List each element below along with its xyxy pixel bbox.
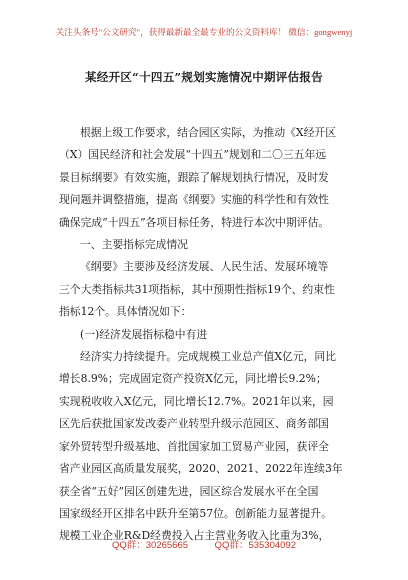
document-title: 某经开区“十四五”规划实施情况中期评估报告 [84,70,324,84]
text-line: 区先后获批国家发改委产业转型升级示范园区、商务部国 [59,417,329,431]
text-line: 现问题并调整措施，提高《纲要》实施的科学性和有效性 [59,193,329,207]
text-line: 经济实力持续提升。完成规模工业总产值X亿元，同比 [80,350,337,364]
text-line: 景目标纲要》有效实施，跟踪了解规划执行情况，及时发 [59,170,329,184]
text-line: （X）国民经济和社会发展“十四五”规划和二〇三五年远 [59,148,327,162]
paragraph-indicators [59,256,355,323]
text-line: 一、主要指标完成情况 [80,238,188,252]
text-line: 家外贸转型升级基地、首批国家加工贸易产业园，获评全 [59,439,329,453]
text-line: 增长8.9%；完成固定资产投资X亿元，同比增长9.2%； [59,372,327,386]
text-line: 确保完成“十四五”各项目标任务，特进行本次中期评估。 [59,215,330,229]
subsection-heading [59,324,355,346]
footer-contact [0,537,408,551]
text-line: 三个大类指标共31项指标，其中预期性指标19个、约束性 [59,282,335,296]
header-banner: 关注头条号"公文研究"，获得最新最全最专业的公文资料库！ 微信：gongwenyj [55,27,353,37]
text-line: 根据上级工作要求，结合园区实际，为推动《X经开区 [80,126,337,139]
paragraph-economy [59,346,355,548]
text-line: 实现税收收入X亿元，同比增长12.7%。2021年以来，园 [59,394,334,408]
text-line: 国家级经开区排名中跃升至第57位。创新能力显著提升。 [59,506,332,520]
section-heading [59,234,355,256]
text-line: 省产业园区高质量发展奖，2020、2021、2022年连续3年 [59,462,343,476]
text-line: 《纲要》主要涉及经济发展、人民生活、发展环境等 [80,260,329,274]
text-line: (一)经济发展指标稳中有进 [80,327,208,341]
text-line: 规模工业企业R&D经费投入占主营业务收入比重为3%， [59,529,330,543]
text-line: 指标12个。具体情况如下： [59,305,192,319]
paragraph-intro [59,122,355,234]
document-body [59,122,355,548]
text-line: 获全省“五好”园区创建先进，园区综合发展水平在全国 [59,484,319,498]
qq-group-2: QQ群：535304092 [214,540,297,551]
qq-group-1: QQ群：30265665 [111,540,189,551]
